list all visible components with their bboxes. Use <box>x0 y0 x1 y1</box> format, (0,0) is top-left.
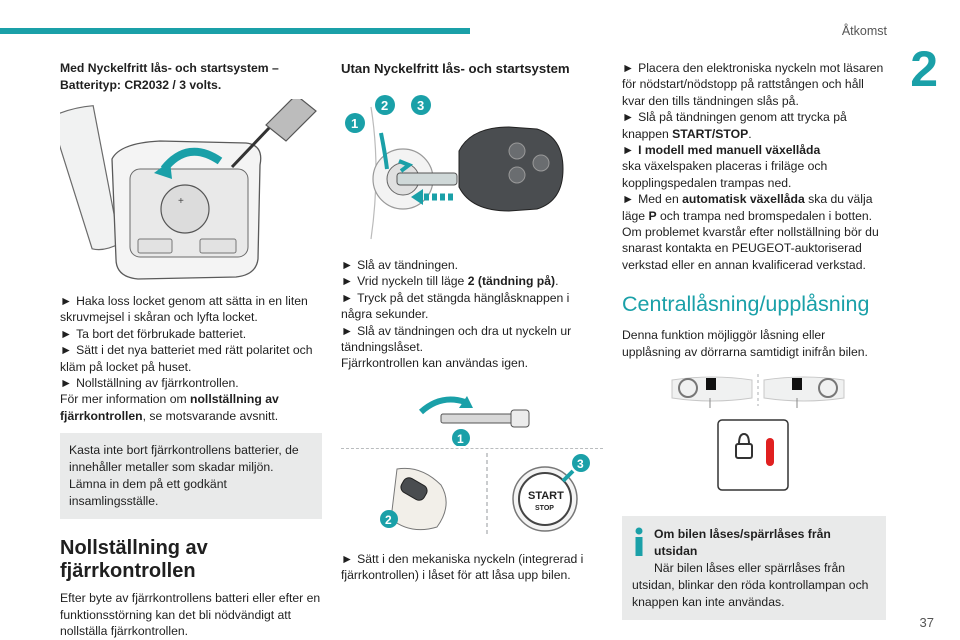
more-info-text: För mer information om nollställning av fjärrkontrollen, se motsvarande avsnitt. <box>60 392 279 423</box>
info-box <box>622 516 886 620</box>
battery-replacement-illustration <box>60 99 322 285</box>
callout-1: 1 <box>351 116 359 131</box>
central-locking-text: Denna funktion möjliggör låsning eller upplåsning av dörrarna samtidigt inifrån bilen. <box>622 328 868 359</box>
reset-text: Efter byte av fjärrkontrollens batteri eller efter en funktionsstörning kan det bli nödvändigt att nollställa fjärrkontrollen. <box>60 591 321 639</box>
battery-bullet-2: ► Ta bort det förbrukade batteriet. <box>60 326 247 341</box>
battery-disposal-note: Kasta inte bort fjärrkontrollens batterier, de innehåller metaller som skadar miljön. Lämna in dem på ett godkänt insamlingsställe. <box>60 433 322 519</box>
ignition-bullet-1: ► Slå av tändningen. <box>341 258 459 272</box>
info-heading: Om bilen låses/spärrlåses från utsidan <box>654 527 831 559</box>
start-stop-illustration <box>341 449 603 541</box>
battery-bullet-4: ► Nollställning av fjärrkontrollen. <box>60 376 239 391</box>
page-number: 37 <box>919 615 934 630</box>
column-1 <box>60 60 322 639</box>
emergency-bullet-2: ► Slå på tändningen genom att trycka på knappen START/STOP. <box>622 110 847 141</box>
ignition-bullet-2: ► Vrid nyckeln till läge 2 (tändning på). <box>341 274 559 289</box>
reset-heading: Nollställning av fjärrkontrollen <box>60 537 208 583</box>
central-locking-illustration <box>622 370 886 510</box>
svg-text:3: 3 <box>577 456 584 471</box>
central-locking-heading: Centrallåsning/upplåsning <box>622 292 870 317</box>
info-text-first: När bilen låses eller spärrlåses från <box>654 561 846 576</box>
stop-label: STOP <box>535 504 554 512</box>
header-accent-bar <box>0 28 470 34</box>
chapter-number: 2 <box>910 41 938 97</box>
automatic-gearbox-bullet: ► Med en automatisk växellåda ska du välja läge P och trampa ned bromspedalen i botten. <box>622 192 873 223</box>
column-2 <box>341 60 603 584</box>
info-text-rest: utsidan, blinkar den röda kontrollampan och knappen kan inte användas. <box>632 578 869 610</box>
remote-ready-text: Fjärrkontrollen kan användas igen. <box>341 356 528 371</box>
battery-heading: Med Nyckelfritt lås- och startsystem – Batterityp: CR2032 / 3 volts. <box>60 61 279 92</box>
callout-3: 3 <box>417 98 425 113</box>
contact-workshop-text: Om problemet kvarstår efter nollställning bör du snarast kontakta en PEUGEOT-auktoriserad verkstad eller en annan kvalificerad verkstad. <box>622 225 879 272</box>
info-icon <box>632 527 646 557</box>
mechanical-key-illustration <box>341 384 603 446</box>
emergency-bullet-1: ► Placera den elektroniska nyckeln mot läsaren för nödstart/nödstopp på rattstången och håll kvar den tills tändningen slås på. <box>622 61 884 108</box>
start-label: START <box>528 489 564 502</box>
manual-gearbox-bullet: ► I modell med manuell växellåda ska växelspaken placeras i friläge och kopplingspedalen trampas ned. <box>622 143 828 190</box>
section-title: Åtkomst <box>841 24 887 38</box>
battery-bullet-3: ► Sätt i det nya batteriet med rätt polaritet och kläm på locket på huset. <box>60 343 313 374</box>
battery-bullet-1: ► Haka loss locket genom att sätta in en liten skruvmejsel i skåran och lyfta locket. <box>60 294 308 325</box>
mechanical-key-bullet: ► Sätt i den mekaniska nyckeln (integrerad i fjärrkontrollen) i låset för att låsa upp bilen. <box>341 551 584 583</box>
ignition-bullet-4: ► Slå av tändningen och dra ut nyckeln ur tändningslåset. <box>341 323 572 355</box>
ignition-bullet-3: ► Tryck på det stängda hänglåsknappen i några sekunder. <box>341 290 570 322</box>
svg-text:+: + <box>178 196 184 207</box>
svg-text:2: 2 <box>385 512 392 527</box>
ignition-key-illustration <box>341 89 603 249</box>
svg-text:1: 1 <box>457 431 464 446</box>
callout-2: 2 <box>381 98 389 113</box>
no-keyless-heading: Utan Nyckelfritt lås- och startsystem <box>341 61 570 76</box>
column-3 <box>622 60 886 620</box>
